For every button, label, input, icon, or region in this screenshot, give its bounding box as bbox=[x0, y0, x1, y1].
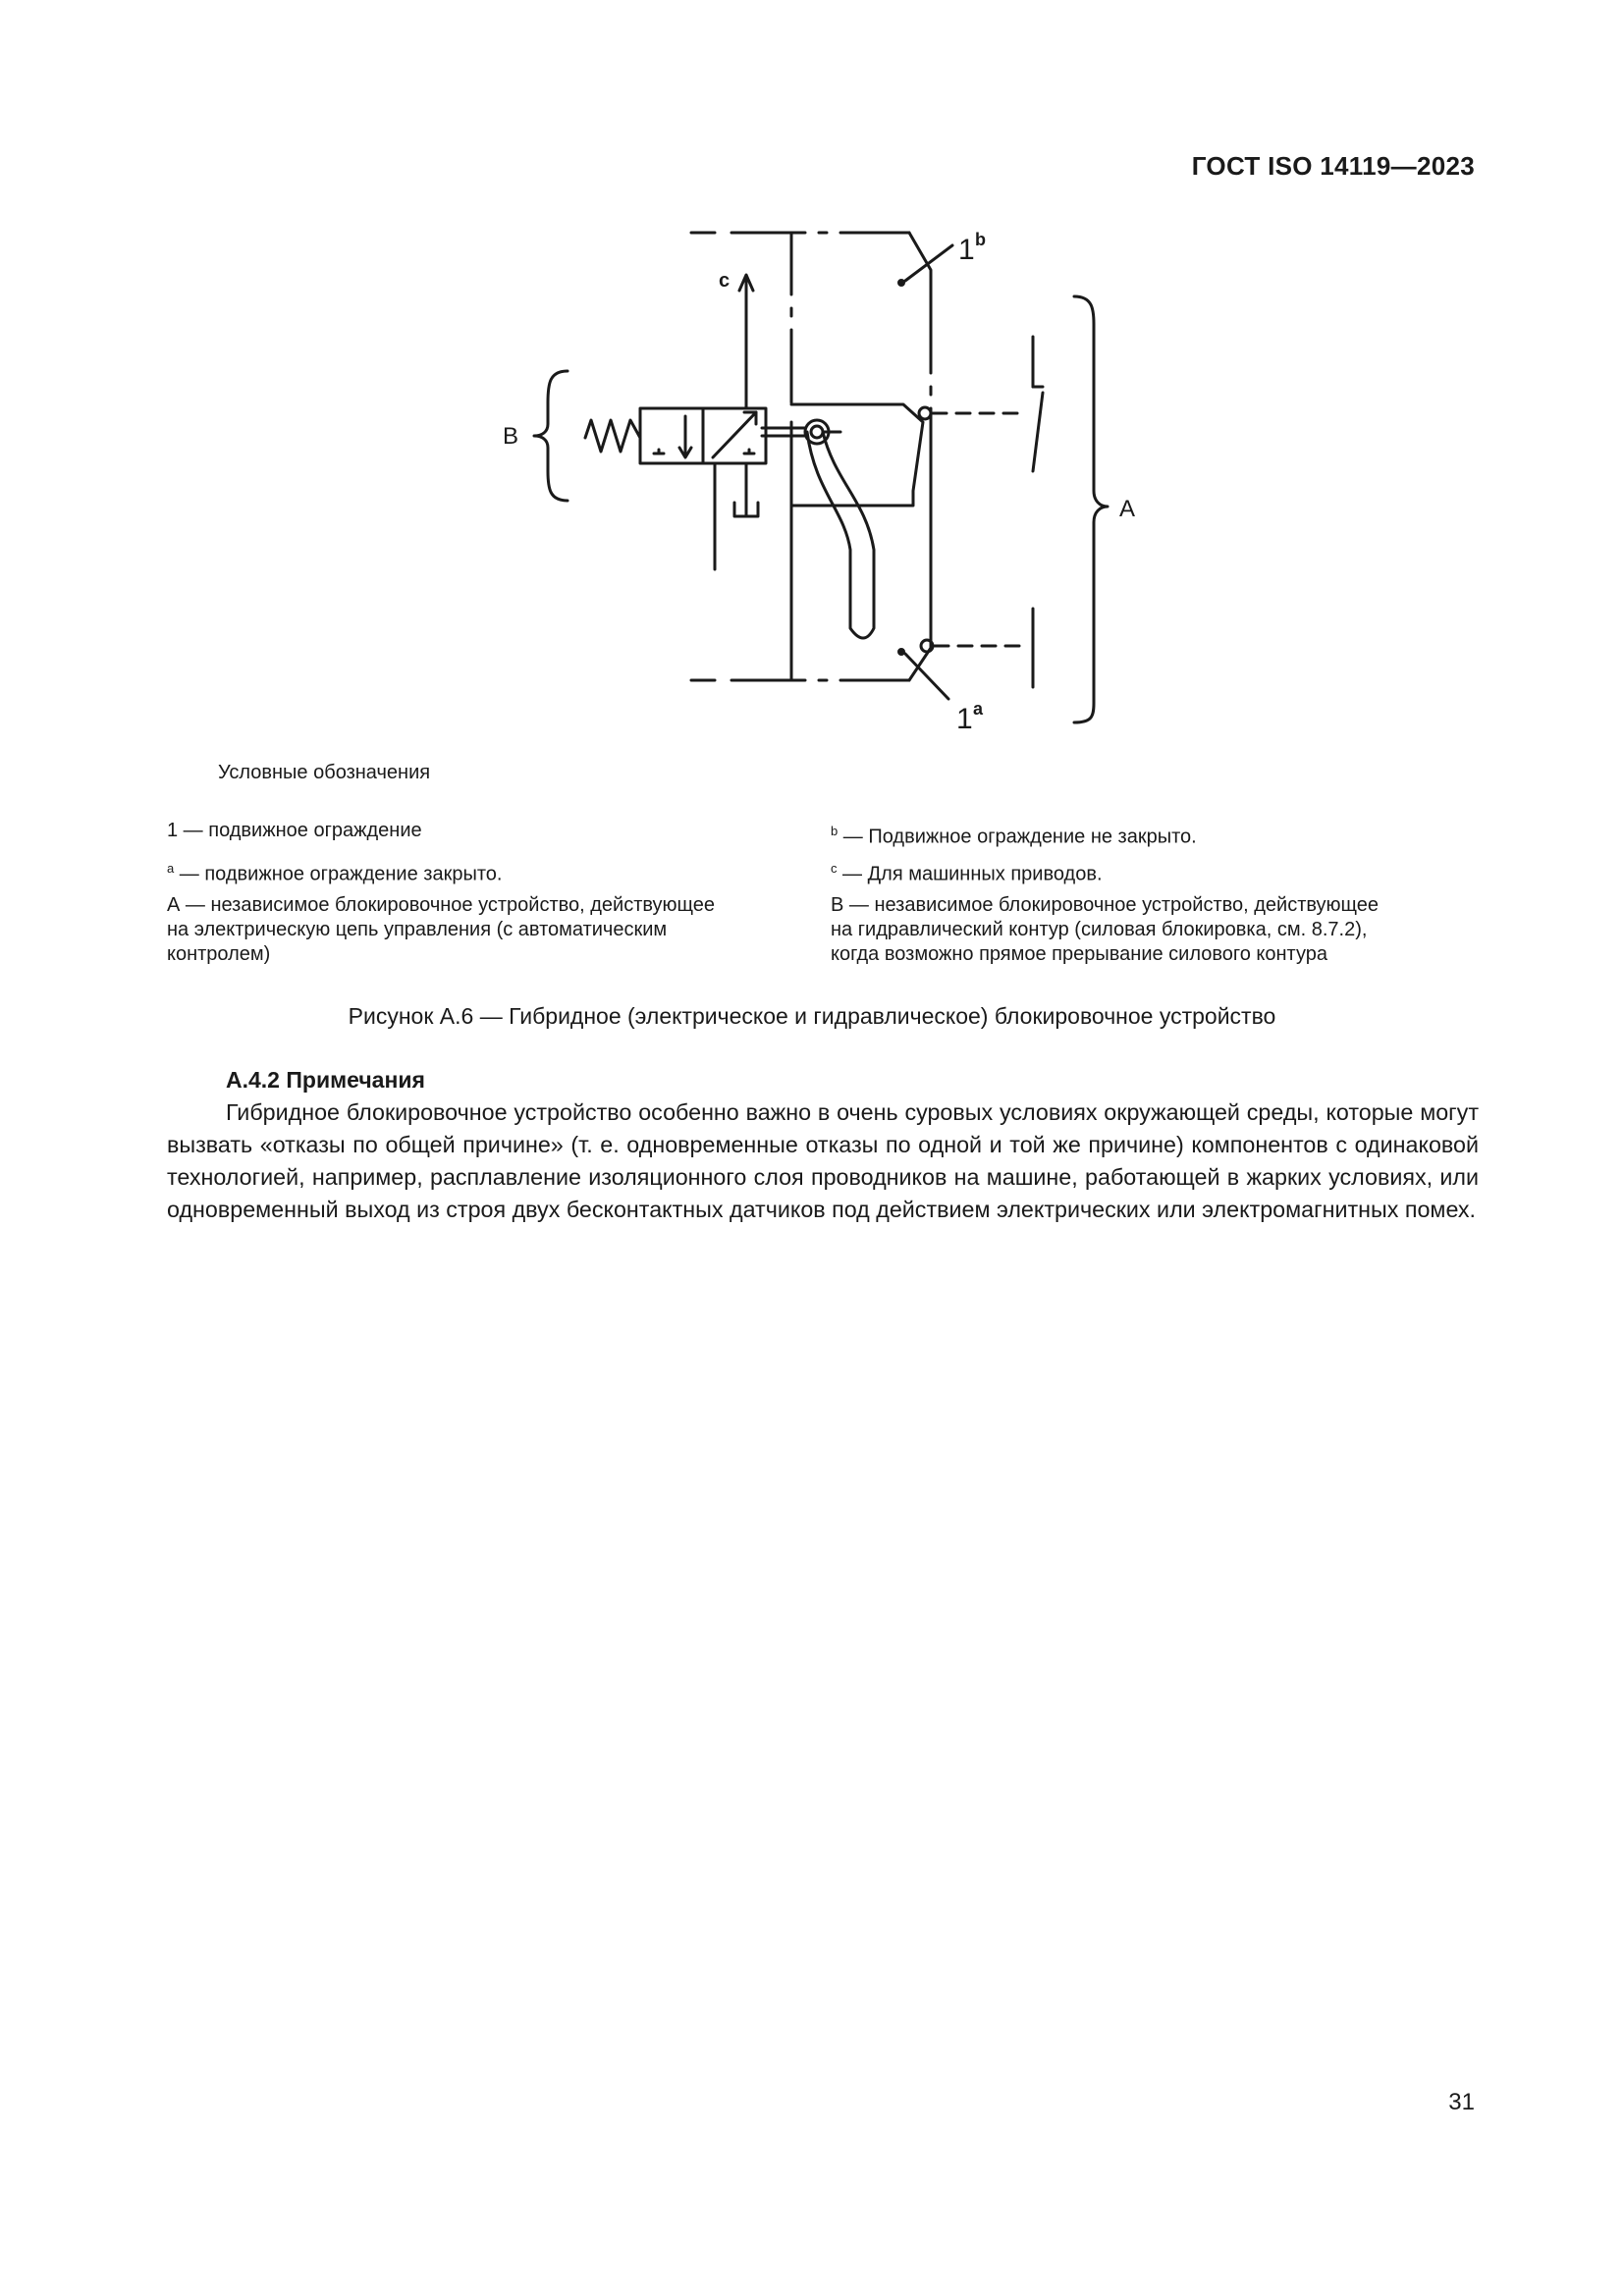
legend-item-B-line: В — независимое блокировочное устройство, действующее bbox=[831, 894, 1380, 916]
label-c: c bbox=[719, 270, 731, 292]
switch-upper-contact bbox=[919, 407, 931, 419]
figure-diagram bbox=[461, 222, 1149, 752]
legend-item-A-line: А — независимое блокировочное устройство, действующее bbox=[167, 894, 716, 916]
legend-item-a bbox=[167, 856, 502, 887]
legend-item-c-mark: c bbox=[831, 861, 838, 876]
leader-1b bbox=[905, 245, 952, 281]
lever bbox=[807, 432, 874, 638]
document-header: ГОСТ ISO 14119—2023 bbox=[1191, 151, 1475, 181]
legend-item-b bbox=[831, 819, 1197, 850]
leader-1b-dot bbox=[899, 281, 904, 286]
legend-item-B bbox=[831, 893, 1379, 967]
legend-title: Условные обозначения bbox=[218, 762, 431, 783]
page-number: 31 bbox=[1448, 2089, 1475, 2115]
legend-item-b-mark: b bbox=[831, 824, 839, 838]
section-title: А.4.2 Примечания bbox=[226, 1067, 425, 1093]
legend-item-b-text: — Подвижное ограждение не закрыто. bbox=[838, 826, 1197, 848]
label-sup-b: b bbox=[975, 230, 986, 249]
legend-item-A-line: на электрическую цепь управления (с автоматическим bbox=[167, 919, 668, 940]
legend-item-A bbox=[167, 893, 715, 967]
label-B: B bbox=[503, 423, 519, 450]
legend-item-B-line: когда возможно прямое прерывание силового контура bbox=[831, 943, 1327, 965]
label-1-bottom: 1 bbox=[956, 703, 973, 735]
brace-B bbox=[534, 371, 568, 501]
legend-item-a-text: — подвижное ограждение закрыто. bbox=[174, 863, 503, 885]
legend-item-a-mark: a bbox=[167, 861, 175, 876]
label-sup-a: a bbox=[973, 699, 984, 719]
switch-upper-blade bbox=[1033, 393, 1043, 471]
label-A: A bbox=[1119, 496, 1136, 522]
brace-A bbox=[1074, 296, 1108, 722]
legend-item-B-line: на гидравлический контур (силовая блокировка, см. 8.7.2), bbox=[831, 919, 1368, 940]
legend-item-A-line: контролем) bbox=[167, 943, 271, 965]
legend-item-c-text: — Для машинных приводов. bbox=[837, 863, 1103, 885]
figure-caption: Рисунок А.6 — Гибридное (электрическое и гидравлическое) блокировочное устройство bbox=[348, 1003, 1276, 1029]
section-paragraph: Гибридное блокировочное устройство особенно важно в очень суровых условиях окружающей среды, которые могут вызвать «отказы по общей причине» (т. е. одновременные отказы по одной и той же причине) компонентов с одинаковой технологией, например, расплавление изоляционного слоя проводников на машине, работающей в жарких условиях, или одновременный выход из строя двух бесконтактных датчиков под действием электрических или электромагнитных помех. bbox=[167, 1099, 1479, 1222]
label-1-top: 1 bbox=[958, 234, 975, 266]
valve-spring bbox=[585, 420, 640, 452]
legend-item-c bbox=[831, 856, 1103, 887]
leader-1a-dot bbox=[899, 650, 904, 655]
legend-item-1: 1 — подвижное ограждение bbox=[167, 820, 422, 841]
pivot-inner bbox=[811, 426, 823, 438]
